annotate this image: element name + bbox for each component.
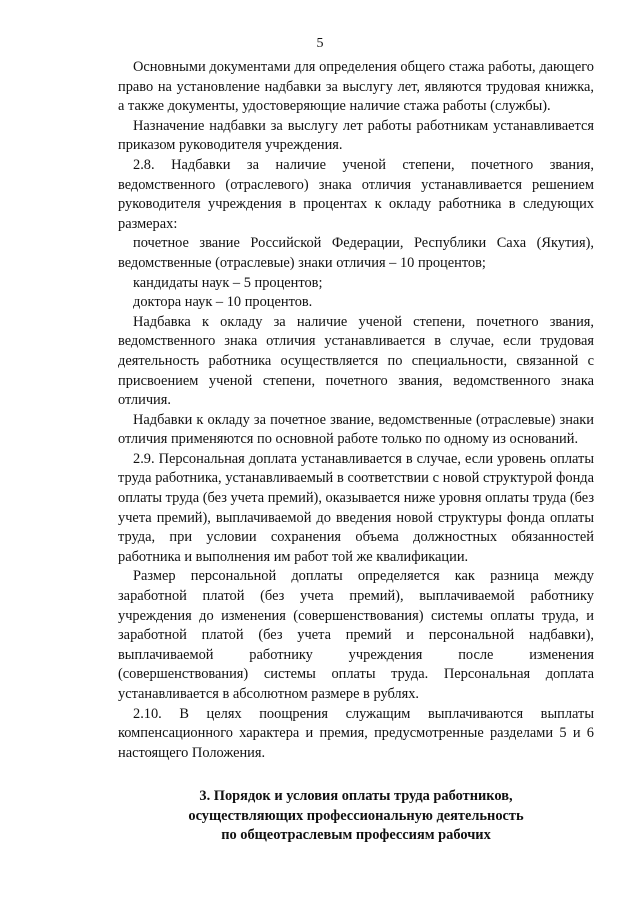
paragraph-bonus-application: Надбавки к окладу за почетное звание, ведомственные (отраслевые) знаки отличия применяются по основной работе только по одному из оснований.: [118, 411, 594, 448]
list-item-doctors: доктора наук – 10 процентов.: [133, 294, 313, 311]
section-heading-line-3: по общеотраслевым профессиям рабочих: [221, 827, 491, 844]
list-item-candidates: кандидаты наук – 5 процентов;: [133, 274, 323, 291]
document-body: [118, 58, 594, 763]
paragraph-assignment-of-bonus: Назначение надбавки за выслугу лет работы работникам устанавливается приказом руководителя учреждения.: [118, 117, 594, 154]
paragraph-2-9: 2.9. Персональная доплата устанавливается в случае, если уровень оплаты труда работника, устанавливаемый в соответствии с новой структурой фонда оплаты труда (без учета премий), оказывается ниже уровня оплаты труда (без учета премий), выплачиваемой до введения новой структуры фонда оплаты труда, при условии сохранения объема должностных обязанностей работника и выполнения им работ той же квалификации.: [118, 450, 595, 565]
paragraph-bonus-conditions: Надбавка к окладу за наличие ученой степени, почетного звания, ведомственного знака отличия устанавливается в случае, если трудовая деятельность работника осуществляется по специальности, связанной с присвоением ученой степени, почетного звания, ведомственного знака отличия.: [118, 313, 594, 409]
section-heading-line-2: осуществляющих профессиональную деятельность: [188, 807, 524, 824]
paragraph-2-8: 2.8. Надбавки за наличие ученой степени, почетного звания, ведомственного (отраслевого) знака отличия устанавливается решением руководителя учреждения в процентах к окладу работника в следующих размерах:: [118, 156, 594, 232]
paragraph-documents-for-seniority: Основными документами для определения общего стажа работы, дающего право на установление надбавки за выслугу лет, являются трудовая книжка, а также документы, удостоверяющие наличие стажа работы (службы).: [118, 59, 594, 115]
paragraph-personal-payment-size: Размер персональной доплаты определяется как разница между заработной платой (без учета премий), выплачиваемой работнику учреждения до изменения (совершенствования) системы оплаты труда, и заработной платой (без учета премий и персональной надбавки), выплачиваемой работнику учреждения после изменения (совершенствования) системы оплаты труда. Персональная доплата устанавливается в абсолютном размере в рублях.: [118, 568, 594, 702]
page-number: 5: [316, 36, 324, 51]
list-item-honorary-title: почетное звание Российской Федерации, Республики Саха (Якутия), ведомственные (отраслевые) знаки отличия – 10 процентов;: [118, 235, 594, 271]
section-heading-line-1: 3. Порядок и условия оплаты труда работников,: [199, 788, 513, 804]
paragraph-2-10: 2.10. В целях поощрения служащим выплачиваются выплаты компенсационного характера и премия, предусмотренные разделами 5 и 6 настоящего Положения.: [118, 705, 594, 761]
section-heading: [118, 787, 594, 846]
